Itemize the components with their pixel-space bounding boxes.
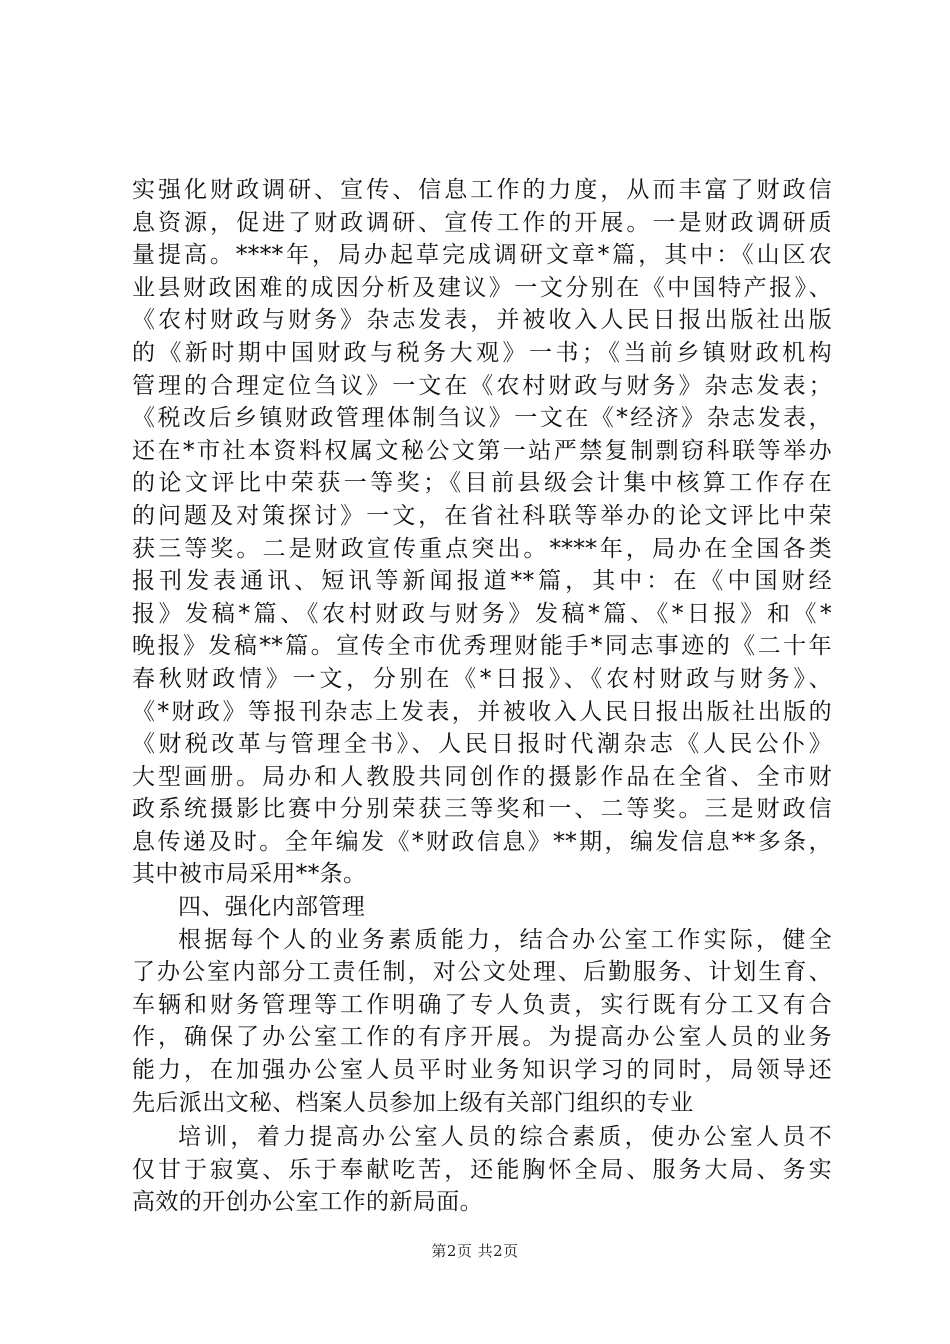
text-line: 能力，在加强办公室人员平时业务知识学习的同时，局领导还 [132,1057,832,1084]
text-line: 的论文评比中荣获一等奖；《目前县级会计集中核算工作存在 [132,470,832,497]
text-line: 的问题及对策探讨》一文，在省社科联等举办的论文评比中荣 [132,502,832,529]
text-line: 量提高。****年，局办起草完成调研文章*篇，其中：《山区农 [132,242,832,269]
text-line: 《财税改革与管理全书》、人民日报时代潮杂志《人民公仆》 [132,731,832,758]
text-line: 其中被市局采用**条。 [132,861,367,888]
text-line: 仅甘于寂寞、乐于奉献吃苦，还能胸怀全局、服务大局、务实 [132,1156,832,1183]
paragraph-internal-management [132,924,832,1120]
document-body [132,174,832,1219]
text-line: 晚报》发稿**篇。宣传全市优秀理财能手*同志事迹的《二十年 [132,633,832,660]
paragraph-training [132,1121,832,1219]
text-line: 车辆和财务管理等工作明确了专人负责，实行既有分工又有合 [132,991,832,1018]
text-line: 业县财政困难的成因分析及建议》一文分别在《中国特产报》、 [132,274,832,301]
text-line: 《*财政》等报刊杂志上发表，并被收入人民日报出版社出版的 [132,698,832,725]
page-number-footer: 第2页 共2页 [431,1242,519,1260]
text-line: 的《新时期中国财政与税务大观》一书；《当前乡镇财政机构 [132,339,832,366]
text-line: 根据每个人的业务素质能力，结合办公室工作实际，健全 [178,926,832,953]
text-line: 先后派出文秘、档案人员参加上级有关部门组织的专业 [132,1089,694,1116]
text-line: 实强化财政调研、宣传、信息工作的力度，从而丰富了财政信 [132,177,832,203]
text-line: 政系统摄影比赛中分别荣获三等奖和一、二等奖。三是财政信 [132,796,832,823]
text-line: 《农村财政与财务》杂志发表，并被收入人民日报出版社出版 [132,307,832,334]
text-line: 息资源，促进了财政调研、宣传工作的开展。一是财政调研质 [132,209,832,236]
section-heading: 四、强化内部管理 [178,894,366,921]
text-line: 了办公室内部分工责任制，对公文处理、后勤服务、计划生育、 [132,959,832,986]
text-line: 报》发稿*篇、《农村财政与财务》发稿*篇、《*日报》和《* [132,600,832,627]
text-line: 培训，着力提高办公室人员的综合素质，使办公室人员不 [178,1124,832,1151]
paragraph-research-publicity [132,174,832,891]
text-line: 还在*市社本资料权属文秘公文第一站严禁复制剽窃科联等举办 [132,437,832,464]
text-line: 《税改后乡镇财政管理体制刍议》一文在《*经济》杂志发表， [132,405,832,432]
text-line: 报刊发表通讯、短讯等新闻报道**篇，其中：在《中国财经 [132,568,832,595]
text-line: 春秋财政情》一文，分别在《*日报》、《农村财政与财务》、 [132,665,832,692]
text-line: 大型画册。局办和人教股共同创作的摄影作品在全省、全市财 [132,763,832,790]
text-line: 管理的合理定位刍议》一文在《农村财政与财务》杂志发表； [132,372,832,399]
text-line: 高效的开创办公室工作的新局面。 [132,1189,483,1216]
text-line: 息传递及时。全年编发《*财政信息》**期，编发信息**多条， [132,828,832,855]
text-line: 作，确保了办公室工作的有序开展。为提高办公室人员的业务 [132,1024,832,1051]
text-line: 获三等奖。二是财政宣传重点突出。****年，局办在全国各类 [132,535,832,562]
